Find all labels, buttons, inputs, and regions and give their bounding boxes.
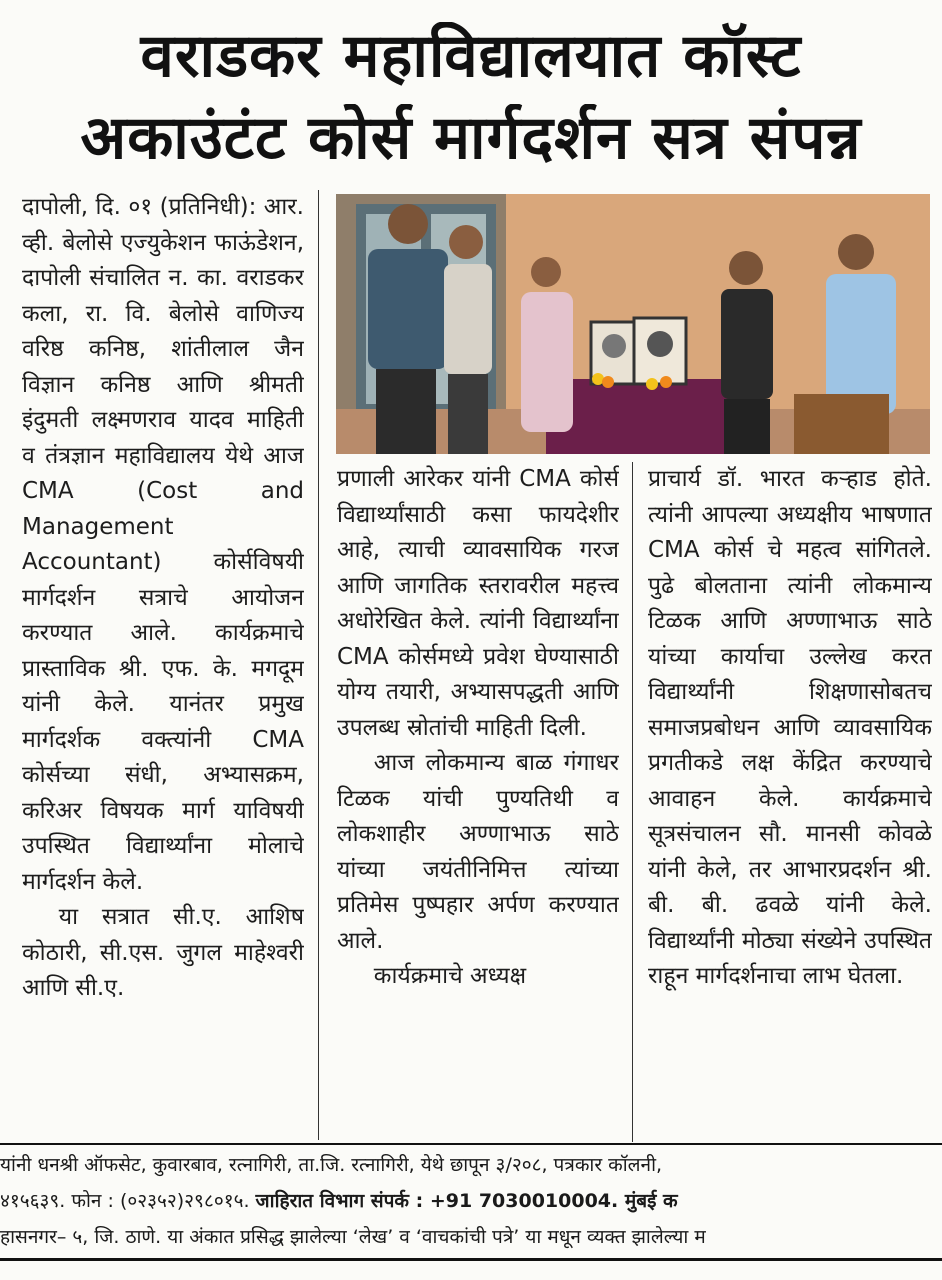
column3-paragraph-1: प्राचार्य डॉ. भारत कऱ्हाड होते. त्यांनी आपल्या अध्यक्षीय भाषणात CMA कोर्स चे महत्व सांगितले. पुढे बोलताना त्यांनी लोकमान्य टिळक आणि अण्णाभाऊ साठे यांच्या कार्याचा उल्लेख करत विद्यार्थ्यांनी शिक्षणासोबतच समाजप्रबोधन आणि व्यावसायिक प्रगतीकडे लक्ष केंद्रित करण्याचे आवाहन केले. कार्यक्रमाचे सूत्रसंचालन सौ. मानसी कोवळे यांनी केले, तर आभारप्रदर्शन श्री. बी. बी. ढवळे यांनी केले. विद्यार्थ्यांनी मोठ्या संख्येने उपस्थित राहून मार्गदर्शनाचा लाभ घेतला. xyxy=(648,466,932,989)
imprint-line-3: हासनगर– ५, जि. ठाणे. या अंकात प्रसिद्ध झालेल्या ‘लेख’ व ‘वाचकांची पत्रे’ या मधून व्यक्त झालेल्या म xyxy=(0,1226,706,1248)
article-column-2 xyxy=(337,462,619,1142)
column-divider xyxy=(632,462,633,1142)
footer-divider xyxy=(0,1143,942,1145)
headline-line-2: अकाउंटंट कोर्स मार्गदर्शन सत्र संपन्न xyxy=(80,104,862,172)
column2-paragraph-1: प्रणाली आरेकर यांनी CMA कोर्स विद्यार्थ्यांसाठी कसा फायदेशीर आहे, त्याची व्यावसायिक गरज आणि जागतिक स्तरावरील महत्त्व अधोरेखित केले. त्यांनी विद्यार्थ्यांना CMA कोर्समध्ये प्रवेश घेण्यासाठी योग्य तयारी, अभ्यासपद्धती आणि उपलब्ध स्रोतांची माहिती दिली. xyxy=(337,466,619,741)
article-column-3 xyxy=(648,462,932,1142)
column1-paragraph-2: या सत्रात सी.ए. आशिष कोठारी, सी.एस. जुगल माहेश्वरी आणि सी.ए. xyxy=(22,904,304,1001)
column-divider xyxy=(318,190,319,1140)
footer-divider xyxy=(0,1258,942,1261)
imprint-line-1: यांनी धनश्री ऑफसेट, कुवारबाव, रत्नागिरी, ता.जि. रत्नागिरी, येथे छापून ३/२०८, पत्रकार कॉलनी, xyxy=(0,1154,663,1176)
column1-paragraph-1: दापोली, दि. ०१ (प्रतिनिधी): आर. व्ही. बेलोसे एज्युकेशन फाऊंडेशन, दापोली संचालित न. का. वराडकर कला, रा. वि. बेलोसे वाणिज्य वरिष्ठ कनिष्ठ, शांतीलाल जैन विज्ञान कनिष्ठ आणि श्रीमती इंदुमती लक्ष्मणराव यादव माहिती व तंत्रज्ञान महाविद्यालय येथे आज CMA (Cost and Management Accountant) कोर्सविषयी मार्गदर्शन सत्राचे आयोजन करण्यात आले. कार्यक्रमाचे प्रास्ताविक श्री. एफ. के. मगदूम यांनी केले. यानंतर प्रमुख मार्गदर्शक वक्त्यांनी CMA कोर्सच्या संधी, अभ्यासक्रम, करिअर विषयक मार्ग याविषयी उपस्थित विद्यार्थ्यांना मोलाचे मार्गदर्शन केले. xyxy=(22,194,304,895)
imprint-phone: ४१५६३९. फोन : (०२३५२)२९८०१५. xyxy=(0,1190,256,1212)
column2-paragraph-3: कार्यक्रमाचे अध्यक्ष xyxy=(373,963,527,989)
article-column-1 xyxy=(22,190,304,1140)
imprint-ad-contact: जाहिरात विभाग संपर्क : +91 7030010004. मुंबई क xyxy=(255,1190,678,1212)
imprint-line-2 xyxy=(0,1184,942,1218)
headline-line-1: वराडकर महाविद्यालयात कॉस्ट xyxy=(140,22,802,90)
event-photo xyxy=(336,194,930,454)
column2-paragraph-2: आज लोकमान्य बाळ गंगाधर टिळक यांची पुण्यतिथी व लोकशाहीर अण्णाभाऊ साठे यांच्या जयंतीनिमित्त त्यांच्या प्रतिमेस पुष्पहार अर्पण करण्यात आले. xyxy=(337,750,619,954)
